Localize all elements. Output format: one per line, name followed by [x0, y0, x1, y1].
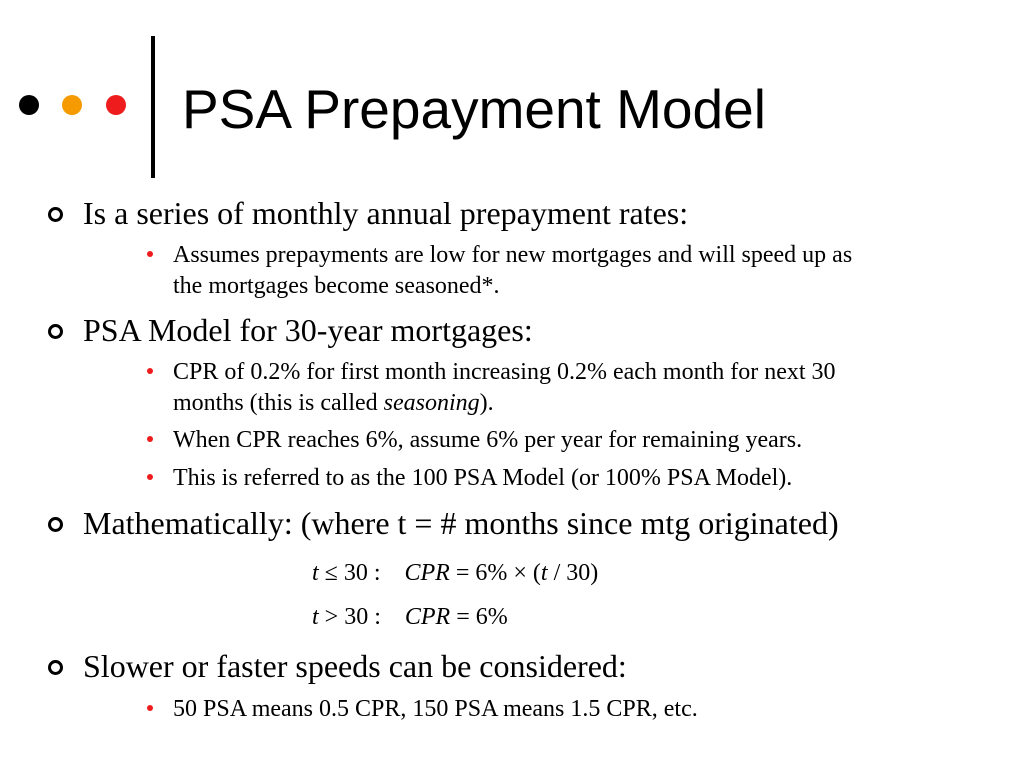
formula-var-t: t	[312, 560, 319, 586]
red-bullet-icon	[147, 368, 153, 374]
sub-bullet-line: the mortgages become seasoned*.	[173, 273, 500, 299]
red-bullet-icon	[147, 474, 153, 480]
formula-var-t: t	[312, 604, 319, 630]
sub-bullet-cpr-increasing	[173, 357, 1003, 419]
red-bullet-icon	[147, 251, 153, 257]
red-bullet-icon	[147, 436, 153, 442]
slide-title: PSA Prepayment Model	[182, 78, 766, 140]
formula-var-t: t	[540, 560, 548, 586]
black-dot-icon	[19, 95, 39, 115]
bullet-psa-model-30-year: PSA Model for 30-year mortgages:	[83, 312, 533, 348]
orange-dot-icon	[62, 95, 82, 115]
formula-condition: ≤ 30 :	[318, 560, 381, 586]
sub-bullet-50-psa: 50 PSA means 0.5 CPR, 150 PSA means 1.5 CPR, etc.	[173, 696, 698, 722]
bullet-mathematically: Mathematically: (where t = # months since mtg originated)	[83, 505, 839, 541]
formula-t-le-30	[312, 558, 598, 588]
bullet-series-of-rates: Is a series of monthly annual prepayment rates:	[83, 195, 689, 231]
sub-bullet-cpr-reaches-6: When CPR reaches 6%, assume 6% per year for remaining years.	[173, 427, 803, 453]
sub-bullet-line: Assumes prepayments are low for new mortgages and will speed up as	[173, 242, 853, 268]
bullet-slower-faster-speeds: Slower or faster speeds can be considered:	[83, 648, 627, 684]
red-bullet-icon	[147, 705, 153, 711]
formula-rhs: = 6%	[450, 604, 508, 630]
formula-var-cpr: CPR	[404, 604, 451, 630]
sub-bullet-assumes-prepayments	[173, 240, 1003, 302]
formula-condition: > 30 :	[318, 604, 381, 630]
ring-bullet-icon	[48, 324, 63, 339]
ring-bullet-icon	[48, 660, 63, 675]
title-divider	[151, 36, 155, 178]
formula-rhs-end: / 30)	[547, 560, 599, 586]
sub-bullet-line: months (this is called	[173, 390, 384, 416]
seasoning-term: seasoning	[383, 390, 480, 416]
ring-bullet-icon	[48, 517, 63, 532]
formula-rhs: = 6% × (	[449, 560, 541, 586]
sub-bullet-line: CPR of 0.2% for first month increasing 0.2% each month for next 30	[173, 359, 836, 385]
formula-var-cpr: CPR	[404, 560, 450, 586]
sub-bullet-100-psa: This is referred to as the 100 PSA Model (or 100% PSA Model).	[173, 465, 793, 491]
formula-t-gt-30	[312, 602, 508, 632]
red-dot-icon	[106, 95, 126, 115]
sub-bullet-line-end: ).	[479, 390, 494, 416]
ring-bullet-icon	[48, 207, 63, 222]
